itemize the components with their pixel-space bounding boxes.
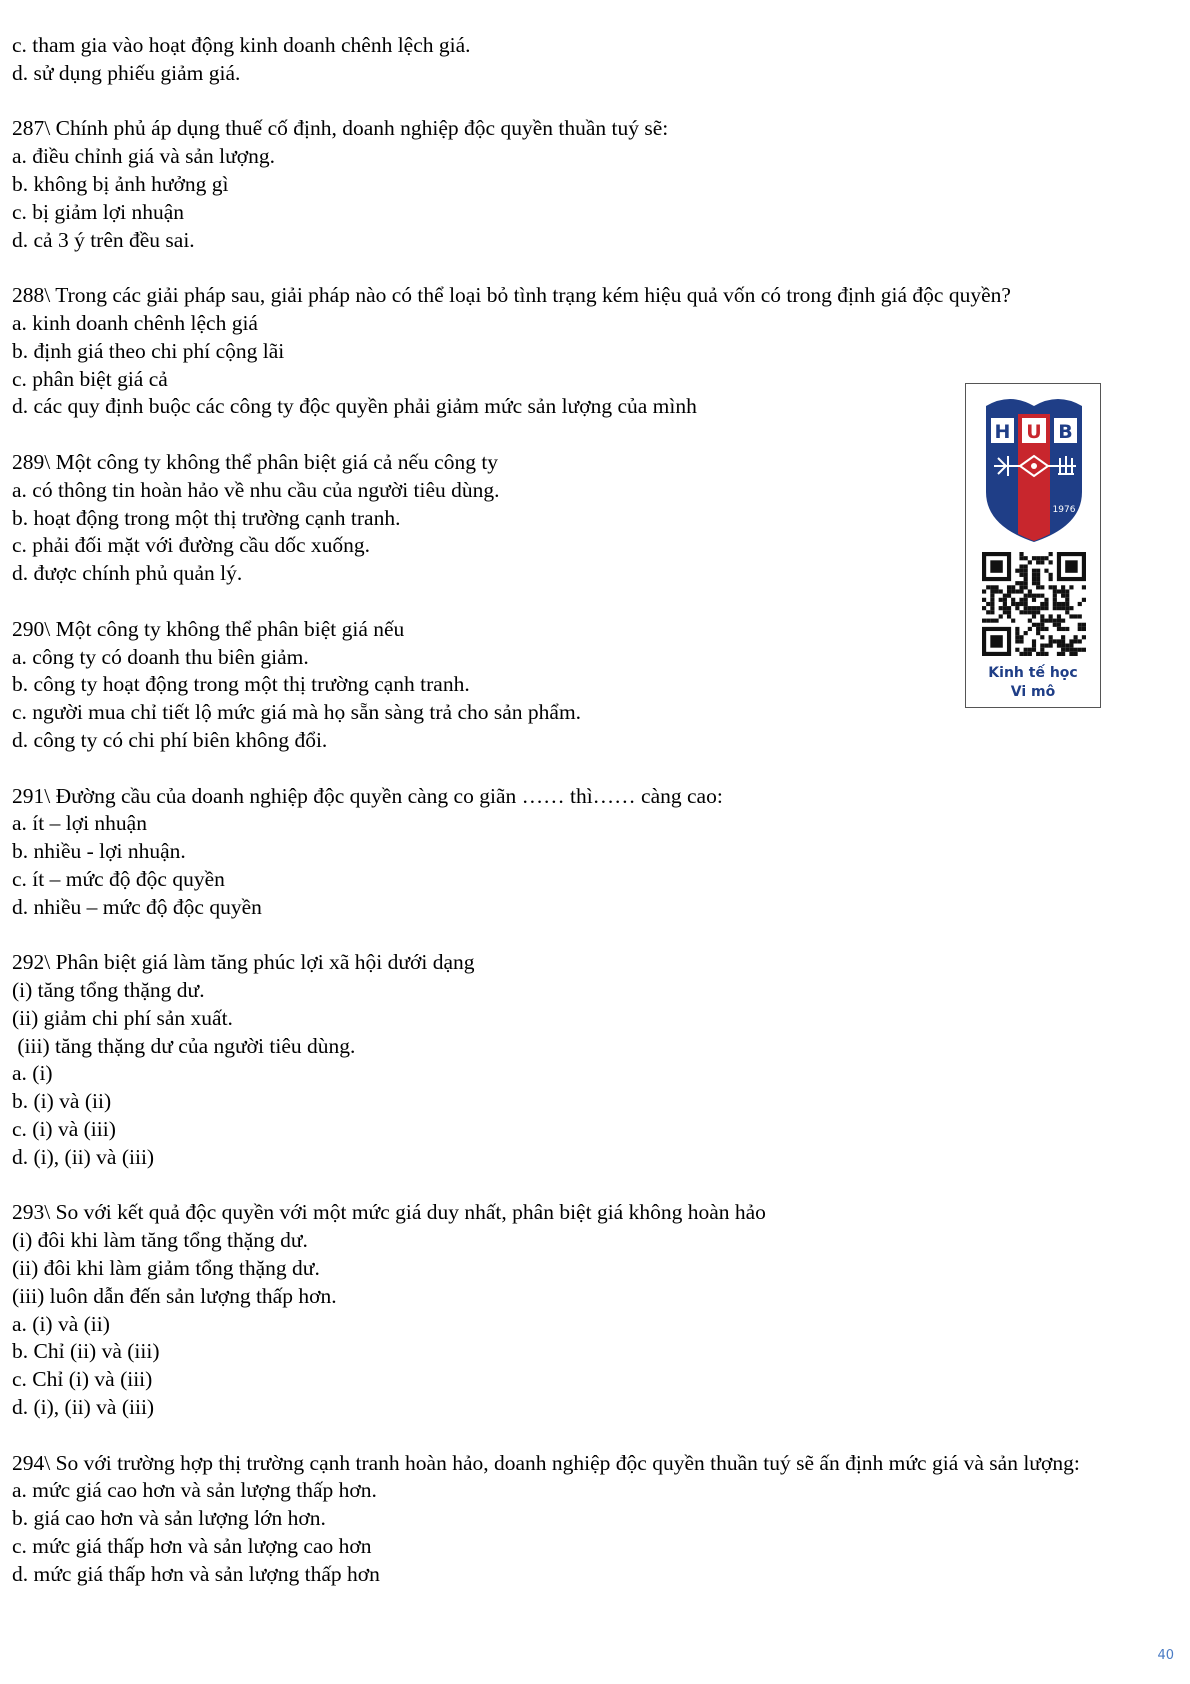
shield-letter-u: U bbox=[1026, 421, 1042, 443]
option-c: c. (i) và (iii) bbox=[12, 1117, 116, 1142]
statement-ii: (ii) giảm chi phí sản xuất. bbox=[12, 1005, 233, 1030]
option-b: b. công ty hoạt động trong một thị trường cạnh tranh. bbox=[12, 672, 470, 697]
option-b: b. định giá theo chi phí cộng lãi bbox=[12, 338, 285, 363]
option-b: b. không bị ảnh hưởng gì bbox=[12, 171, 229, 196]
shield-letter-h: H bbox=[994, 421, 1011, 443]
option-a: a. ít – lợi nhuận bbox=[12, 811, 147, 836]
option-a: a. có thông tin hoàn hảo về nhu cầu của người tiêu dùng. bbox=[12, 477, 500, 502]
option-a: a. điều chỉnh giá và sản lượng. bbox=[12, 144, 276, 169]
option-a: a. mức giá cao hơn và sản lượng thấp hơn. bbox=[12, 1478, 377, 1503]
statement-i: (i) đôi khi làm tăng tổng thặng dư. bbox=[12, 1228, 308, 1253]
option-b: b. Chỉ (ii) và (iii) bbox=[12, 1339, 160, 1364]
option-b: b. (i) và (ii) bbox=[12, 1089, 112, 1114]
option-b: b. giá cao hơn và sản lượng lớn hơn. bbox=[12, 1506, 326, 1531]
option-c: c. phân biệt giá cả bbox=[12, 366, 168, 391]
option-d: d. (i), (ii) và (iii) bbox=[12, 1144, 155, 1169]
question-294 bbox=[12, 1450, 1162, 1589]
option-d: d. cả 3 ý trên đều sai. bbox=[12, 227, 195, 252]
option-a: a. kinh doanh chênh lệch giá bbox=[12, 310, 258, 335]
option-b: b. nhiều - lợi nhuận. bbox=[12, 839, 186, 864]
option-d: d. nhiều – mức độ độc quyền bbox=[12, 894, 262, 919]
option-c: c. phải đối mặt với đường cầu dốc xuống. bbox=[12, 533, 371, 558]
statement-ii: (ii) đôi khi làm giảm tổng thặng dư. bbox=[12, 1256, 320, 1281]
shield-year: 1976 bbox=[1052, 505, 1076, 515]
qr-code-icon bbox=[982, 552, 1086, 656]
continuation-block bbox=[12, 32, 1162, 88]
question-stem: 288\ Trong các giải pháp sau, giải pháp nào có thể loại bỏ tình trạng kém hiệu quả vốn có trong định giá độc quyền? bbox=[12, 283, 1011, 308]
shield-letter-b: B bbox=[1058, 421, 1073, 443]
statement-iii: (iii) luôn dẫn đến sản lượng thấp hơn. bbox=[12, 1283, 337, 1308]
question-stem: 290\ Một công ty không thể phân biệt giá nếu bbox=[12, 616, 405, 641]
page-number: 40 bbox=[1157, 1648, 1174, 1663]
option-c: c. ít – mức độ độc quyền bbox=[12, 866, 225, 891]
option-a: a. công ty có doanh thu biên giảm. bbox=[12, 644, 309, 669]
logo-caption bbox=[966, 664, 1100, 702]
option-d: d. được chính phủ quản lý. bbox=[12, 561, 243, 586]
question-stem: 293\ So với kết quả độc quyền với một mức giá duy nhất, phân biệt giá không hoàn hảo bbox=[12, 1200, 766, 1225]
question-stem: 291\ Đường cầu của doanh nghiệp độc quyền càng co giãn …… thì…… càng cao: bbox=[12, 783, 723, 808]
option-line: d. sử dụng phiếu giảm giá. bbox=[12, 60, 241, 85]
option-d: d. mức giá thấp hơn và sản lượng thấp hơn bbox=[12, 1561, 380, 1586]
option-c: c. người mua chỉ tiết lộ mức giá mà họ sẵn sàng trả cho sản phẩm. bbox=[12, 700, 582, 725]
option-a: a. (i) bbox=[12, 1061, 53, 1086]
question-293 bbox=[12, 1199, 1162, 1421]
option-a: a. (i) và (ii) bbox=[12, 1311, 110, 1336]
hub-shield-icon bbox=[966, 384, 1102, 549]
question-stem: 292\ Phân biệt giá làm tăng phúc lợi xã hội dưới dạng bbox=[12, 950, 475, 975]
statement-iii: (iii) tăng thặng dư của người tiêu dùng. bbox=[12, 1033, 356, 1058]
caption-line-1: Kinh tế học bbox=[988, 665, 1078, 681]
option-b: b. hoạt động trong một thị trường cạnh tranh. bbox=[12, 505, 401, 530]
caption-line-2: Vi mô bbox=[1010, 684, 1056, 700]
question-stem: 294\ So với trường hợp thị trường cạnh tranh hoàn hảo, doanh nghiệp độc quyền thuần tuý sẽ ấn định mức giá và sản lượng: bbox=[12, 1450, 1080, 1475]
question-stem: 287\ Chính phủ áp dụng thuế cố định, doanh nghiệp độc quyền thuần tuý sẽ: bbox=[12, 116, 669, 141]
option-d: d. công ty có chi phí biên không đổi. bbox=[12, 727, 328, 752]
question-291 bbox=[12, 783, 1162, 922]
document-body bbox=[12, 32, 1162, 1616]
question-287 bbox=[12, 115, 1162, 254]
option-c: c. Chỉ (i) và (iii) bbox=[12, 1367, 153, 1392]
option-d: d. các quy định buộc các công ty độc quyền phải giảm mức sản lượng của mình bbox=[12, 394, 697, 419]
question-stem: 289\ Một công ty không thể phân biệt giá cả nếu công ty bbox=[12, 449, 499, 474]
option-c: c. bị giảm lợi nhuận bbox=[12, 199, 184, 224]
option-c: c. mức giá thấp hơn và sản lượng cao hơn bbox=[12, 1534, 372, 1559]
question-292 bbox=[12, 949, 1162, 1171]
statement-i: (i) tăng tổng thặng dư. bbox=[12, 978, 205, 1003]
hub-logo-box bbox=[965, 383, 1101, 708]
option-line: c. tham gia vào hoạt động kinh doanh chênh lệch giá. bbox=[12, 33, 471, 57]
option-d: d. (i), (ii) và (iii) bbox=[12, 1395, 155, 1420]
